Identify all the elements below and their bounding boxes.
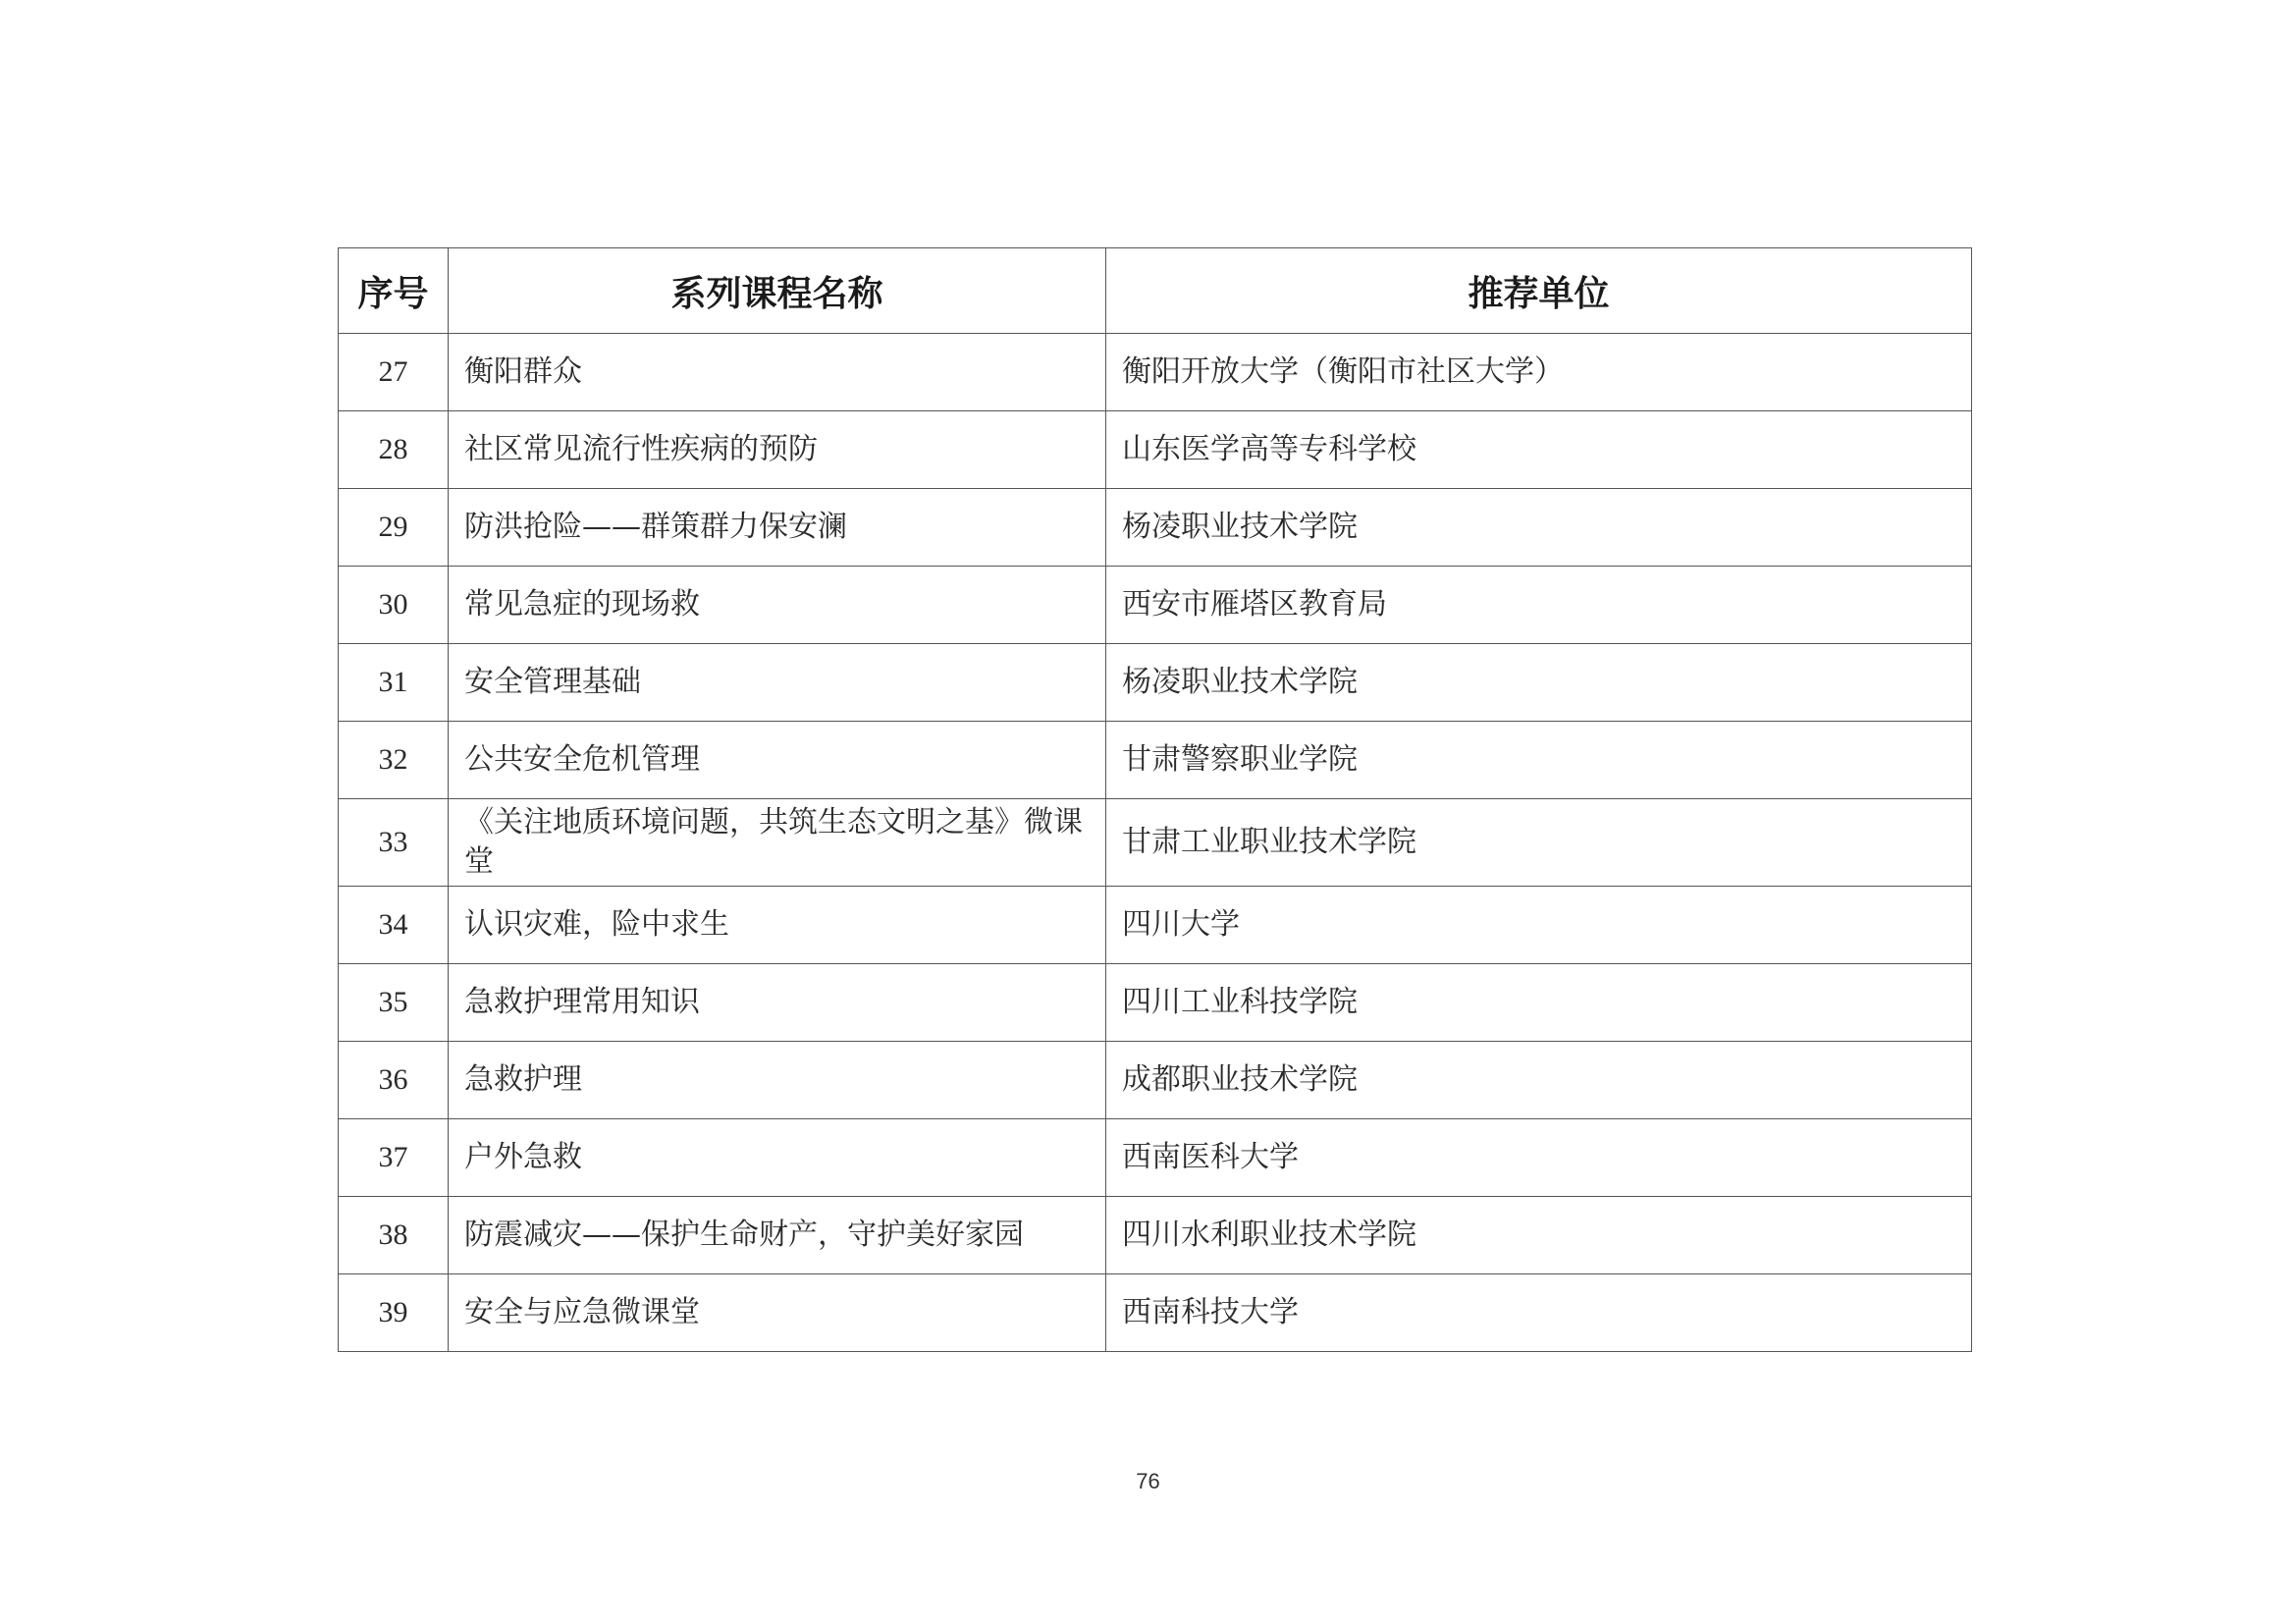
table-header-row (339, 248, 1972, 334)
header-course-name: 系列课程名称 (449, 248, 1106, 334)
row-number: 38 (339, 1197, 449, 1274)
course-name: 户外急救 (449, 1119, 1106, 1197)
row-number: 28 (339, 411, 449, 489)
recommending-unit: 杨凌职业技术学院 (1106, 644, 1972, 722)
recommending-unit: 西南科技大学 (1106, 1274, 1972, 1352)
recommending-unit: 甘肃工业职业技术学院 (1106, 799, 1972, 887)
course-name: 认识灾难，险中求生 (449, 887, 1106, 964)
table-row (339, 1274, 1972, 1352)
course-name: 公共安全危机管理 (449, 722, 1106, 799)
table-row (339, 722, 1972, 799)
recommending-unit: 山东医学高等专科学校 (1106, 411, 1972, 489)
table-row (339, 644, 1972, 722)
recommending-unit: 成都职业技术学院 (1106, 1042, 1972, 1119)
recommending-unit: 四川大学 (1106, 887, 1972, 964)
header-serial-number: 序号 (339, 248, 449, 334)
recommending-unit: 四川水利职业技术学院 (1106, 1197, 1972, 1274)
table-row (339, 1197, 1972, 1274)
table-row (339, 411, 1972, 489)
table-row (339, 489, 1972, 567)
row-number: 39 (339, 1274, 449, 1352)
course-name: 《关注地质环境问题，共筑生态文明之基》微课堂 (449, 799, 1106, 887)
recommending-unit: 西南医科大学 (1106, 1119, 1972, 1197)
row-number: 29 (339, 489, 449, 567)
row-number: 32 (339, 722, 449, 799)
row-number: 37 (339, 1119, 449, 1197)
table-row (339, 1119, 1972, 1197)
course-name: 社区常见流行性疾病的预防 (449, 411, 1106, 489)
table-row (339, 1042, 1972, 1119)
recommending-unit: 杨凌职业技术学院 (1106, 489, 1972, 567)
table-row (339, 567, 1972, 644)
course-name: 安全与应急微课堂 (449, 1274, 1106, 1352)
course-table (338, 247, 1972, 1352)
recommending-unit: 衡阳开放大学（衡阳市社区大学） (1106, 334, 1972, 411)
course-name: 防洪抢险——群策群力保安澜 (449, 489, 1106, 567)
row-number: 31 (339, 644, 449, 722)
row-number: 34 (339, 887, 449, 964)
recommending-unit: 四川工业科技学院 (1106, 964, 1972, 1042)
row-number: 33 (339, 799, 449, 887)
course-name: 防震减灾——保护生命财产，守护美好家园 (449, 1197, 1106, 1274)
recommending-unit: 西安市雁塔区教育局 (1106, 567, 1972, 644)
course-name: 衡阳群众 (449, 334, 1106, 411)
course-name: 急救护理 (449, 1042, 1106, 1119)
header-recommending-unit: 推荐单位 (1106, 248, 1972, 334)
row-number: 27 (339, 334, 449, 411)
table-row (339, 964, 1972, 1042)
row-number: 36 (339, 1042, 449, 1119)
table-row (339, 334, 1972, 411)
recommending-unit: 甘肃警察职业学院 (1106, 722, 1972, 799)
table-row (339, 799, 1972, 887)
row-number: 30 (339, 567, 449, 644)
course-name: 急救护理常用知识 (449, 964, 1106, 1042)
course-name: 常见急症的现场救 (449, 567, 1106, 644)
table-row (339, 887, 1972, 964)
page-number: 76 (1136, 1469, 1160, 1493)
course-name: 安全管理基础 (449, 644, 1106, 722)
row-number: 35 (339, 964, 449, 1042)
